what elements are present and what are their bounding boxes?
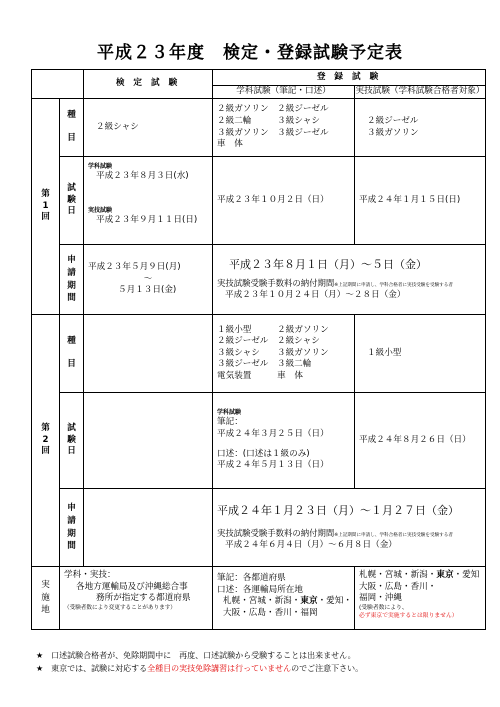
round-2-jitsugi-date: 平成２４年８月２６日（日）: [355, 393, 486, 489]
venue-jitsugi: 札幌・宮城・新潟・東京・愛知 大阪・広島・香川・ 福岡・沖縄 (受験者数により、 必ず東京で実施するとは限りません）: [355, 567, 486, 630]
round-1-kentei-dates: 学科試験 平成２３年８月３日(水) 実技試験 平成２３年９月１１日(日): [84, 157, 213, 245]
venue-kentei: 学科・実技： 各地方運輸局及び沖縄総合事 務所が指定する都道府県 （受験者数により変更することがあります）: [60, 567, 213, 630]
header-blank: [32, 70, 84, 99]
header-jitsugi: 実技試験（学科試験合格者対象）: [355, 86, 486, 99]
round-2-kentei-dates: [84, 393, 213, 489]
round-1-shikenbi-label: 試 験 日: [60, 157, 84, 245]
round-2-shinsei-label: 申 請 期 間: [60, 489, 84, 567]
round-1-gakka-date: 平成２３年１０月２日（日）: [213, 157, 355, 245]
round-2-shumoku-label: 種 目: [60, 315, 84, 393]
header-kentei: 検 定 試 験: [84, 70, 213, 99]
venue-gakka: 筆記：各都道府県 口述：各運輸局所在地 札幌・宮城・新潟・東京・愛知・ 大阪・広島・香川・福岡: [213, 567, 355, 630]
round-1-jitsugi-items: ２級ジーゼル ３級ガソリン: [355, 99, 486, 157]
note-1: ★ 口述試験合格者が、免除期間中に 再度、口述試験から受験することは出来ません。: [36, 651, 356, 660]
round-1-jitsugi-date: 平成２４年１月１５日(日): [355, 157, 486, 245]
schedule-table: [31, 69, 486, 630]
round-1-kentei-item: ２級シャシ: [84, 99, 213, 157]
round-2-label: 第 2 回: [32, 315, 60, 567]
round-2-kentei-item: [84, 315, 213, 393]
header-touroku: 登 録 試 験: [213, 70, 486, 86]
round-2-shikenbi-label: 試 験 日: [60, 393, 84, 489]
round-1-shinsei-label: 申 請 期 間: [60, 245, 84, 315]
round-1-touroku-period: 平成２３年８月１日（月）～５日（金） 実技試験受験手数料の納付期間※上記期間に申請し、学科合格者に実技受験を受験する者 平成２３年１０月２４日（月）～２８日（金）: [213, 245, 486, 315]
round-2-jitsugi-item: １級小型: [355, 315, 486, 393]
round-1-shumoku-label: 種 目: [60, 99, 84, 157]
note-2: ★ 東京では、試験に対応する全種目の実技免除講習は行っていませんのでご注意下さい。: [36, 664, 364, 673]
round-2-kentei-period: [84, 489, 213, 567]
page-title: 平成２３年度 検定・登録試験予定表: [97, 43, 403, 63]
round-2-gakka-dates: 学科試験 筆記： 平成２４年３月２５日（日） 口述：(口述は１級のみ) 平成２４年５月１３日（日）: [213, 393, 355, 489]
venue-label: 実 施 地: [32, 567, 60, 630]
round-1-kentei-period: 平成２３年５月９日(月) ～ ５月１３日(金): [84, 245, 213, 315]
header-gakka: 学科試験（筆記・口述）: [213, 86, 355, 99]
round-1-gakka-items: ２級ガソリン ２級ジーゼル ２級二輪 ３級シャシ ３級ガソリン ３級ジーゼル 車 体: [213, 99, 355, 157]
round-1-label: 第 1 回: [32, 99, 60, 315]
round-2-touroku-period: 平成２４年１月２３日（月）～１月２７日（金） 実技試験受験手数料の納付期間※上記期間に申請し、学科合格者に実技受験を受験する者 平成２４年６月４日（月）～６月８日（金）: [213, 489, 486, 567]
round-2-gakka-items: １級小型 ２級ガソリン ２級ジーゼル ２級シャシ ３級シャシ ３級ガソリン ３級ジーゼル ３級二輪 電気装置 車 体: [213, 315, 355, 393]
